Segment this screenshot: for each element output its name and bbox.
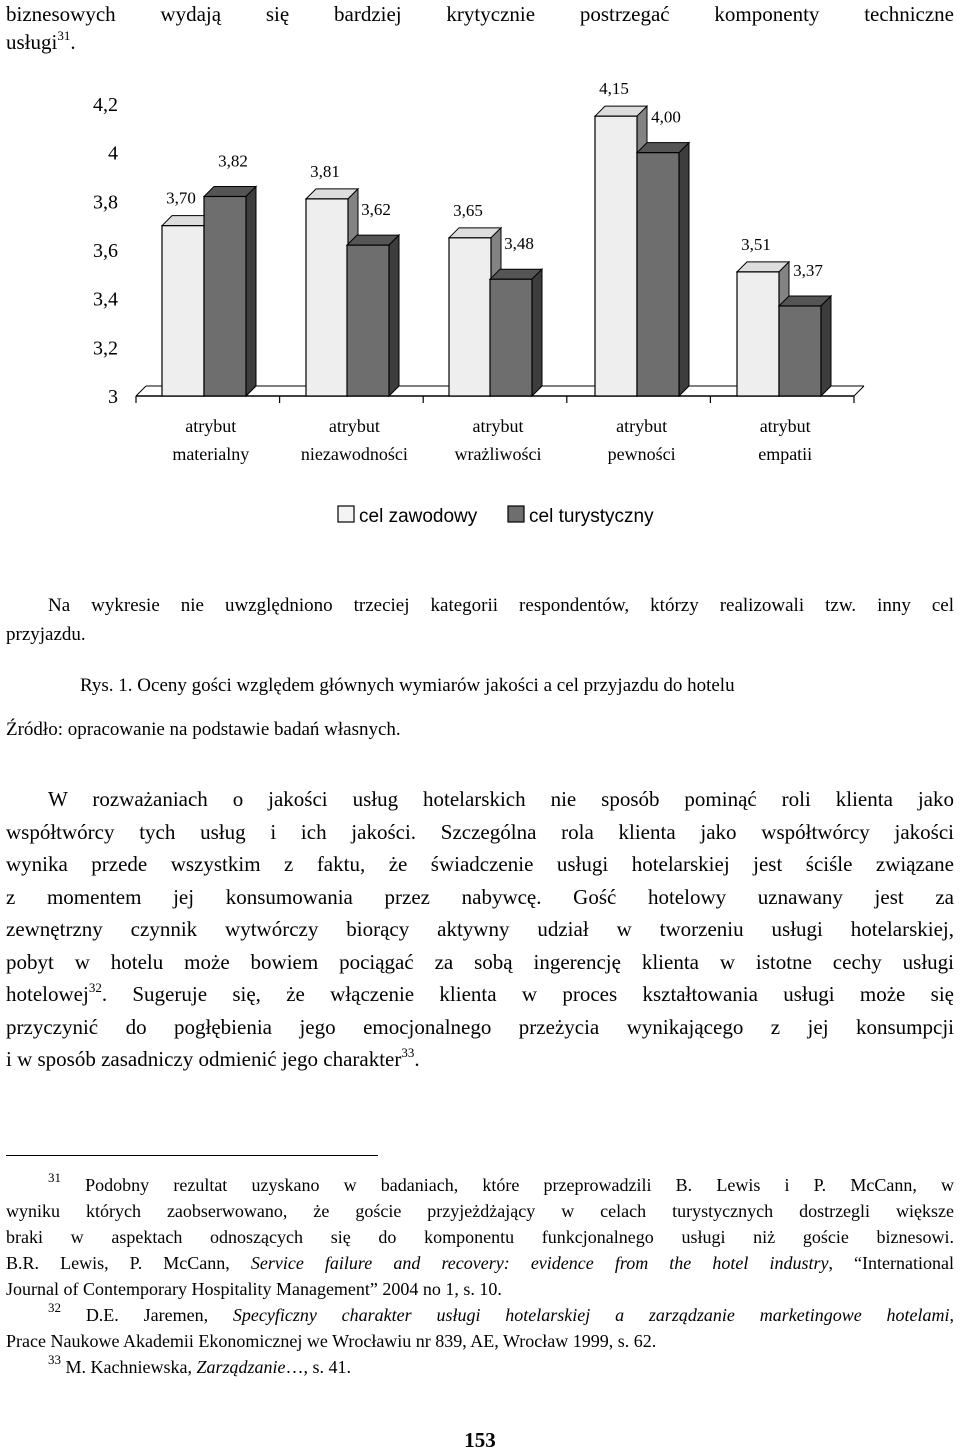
value-label: 3,51 — [741, 234, 771, 254]
y-tick-label: 4 — [108, 142, 118, 165]
bar-cel-zawodowy — [162, 226, 204, 396]
y-tick-label: 3 — [108, 386, 118, 408]
body-line: pobyt w hotelu może bowiem pociągać za sobą ingerencję klienta w istotne cechy usługi — [6, 949, 954, 974]
category-label-line: materialny — [172, 444, 250, 464]
y-tick-label: 3,8 — [93, 191, 118, 214]
footnote-line: B.R. Lewis, P. McCann, Service failure and recovery: evidence from the hotel industry, “International — [6, 1253, 954, 1273]
bar-side — [679, 143, 689, 396]
body-paragraph — [6, 783, 954, 1076]
value-label: 3,65 — [453, 200, 483, 220]
body-line: W rozważaniach o jakości usług hotelarskich nie sposób pominąć roli klienta jako — [48, 787, 954, 811]
bar-side — [532, 269, 542, 396]
category-label-line: atrybut — [759, 416, 811, 436]
value-label: 3,62 — [361, 200, 391, 220]
value-label: 3,37 — [793, 260, 823, 280]
category-label-line: empatii — [758, 444, 813, 464]
footnote-line: Prace Naukowe Akademii Ekonomicznej we Wrocławiu nr 839, AE, Wrocław 1999, s. 62. — [6, 1331, 657, 1351]
y-tick-label: 4,2 — [93, 94, 118, 116]
value-label: 3,82 — [218, 151, 248, 171]
chart-note: Na wykresie nie uwzględniono trzeciej kategorii respondentów, którzy realizowali tzw. inny cel — [48, 595, 954, 616]
value-label: 3,81 — [310, 161, 340, 181]
bar-chart — [60, 80, 900, 550]
chart-note-cont: przyjazdu. — [6, 624, 86, 645]
category-label-line: atrybut — [616, 416, 668, 436]
bar-cel-turystyczny — [490, 279, 532, 396]
value-label: 3,48 — [504, 234, 534, 254]
footnote-31: $^{31}$ Podobny rezultat uzyskano w badaniach, które przeprowadzili B. Lewis i P. McCann, w — [48, 1170, 954, 1195]
value-label: 4,00 — [651, 107, 681, 127]
chart-floor-left-edge — [136, 386, 146, 396]
bar-side — [821, 296, 831, 396]
bar-cel-turystyczny — [204, 196, 246, 396]
legend-label: cel turystyczny — [529, 506, 654, 527]
figure-caption: Rys. 1. Oceny gości względem głównych wymiarów jakości a cel przyjazdu do hotelu — [80, 675, 735, 696]
footnote-line: braki w aspektach odnoszących się do komponentu funkcjonalnego usługi niż goście biznesowi. — [6, 1227, 954, 1247]
y-tick-label: 3,4 — [93, 288, 118, 311]
footnote-33: $^{33}$ M. Kachniewska, Zarządzanie…, s. 41. — [48, 1352, 351, 1377]
intro-paragraph — [6, 0, 954, 56]
footnote-32: $^{32}$ D.E. Jaremen, Specyficzny charakter usługi hotelarskiej a zarządzanie marketingowe hotelami, — [48, 1300, 954, 1325]
legend-swatch — [508, 506, 524, 522]
bar-cel-zawodowy — [306, 199, 348, 396]
chart-legend — [338, 506, 654, 527]
footnote-ref-31[interactable]: 31 — [57, 28, 71, 43]
bar-cel-zawodowy — [595, 116, 637, 396]
chart-floor-right-edge — [854, 386, 864, 396]
body-line: hotelowej$^{32}$. Sugeruje się, że włączenie klienta w proces kształtowania usługi może się — [6, 980, 954, 1006]
footnotes — [6, 1172, 954, 1380]
footnote-ref-32[interactable]: 32 — [88, 980, 102, 995]
bar-cel-turystyczny — [347, 245, 389, 396]
category-label-line: pewności — [607, 444, 676, 464]
bar-cel-turystyczny — [637, 153, 679, 396]
legend-swatch — [338, 506, 354, 522]
page-number: 153 — [464, 1428, 496, 1452]
footnote-separator — [6, 1155, 378, 1156]
y-tick-label: 3,2 — [93, 337, 118, 360]
category-label-line: atrybut — [185, 416, 237, 436]
category-label-line: wrażliwości — [454, 444, 542, 464]
category-labels — [172, 416, 812, 464]
bar-side — [246, 186, 256, 396]
category-label-line: atrybut — [472, 416, 524, 436]
bar-side — [389, 235, 399, 396]
value-label: 4,15 — [599, 80, 629, 99]
body-line: współtwórcy tych usług i ich jakości. Szczególna rola klienta jako współtwórcy jakości — [6, 819, 954, 844]
footnote-line: wyniku których zaobserwowano, że goście przyjeżdżający w celach turystycznych dostrzegli większe — [6, 1201, 954, 1221]
bar-cel-zawodowy — [737, 272, 779, 396]
y-tick-label: 3,6 — [93, 240, 118, 262]
y-axis-ticks — [93, 94, 118, 408]
category-label-line: niezawodności — [300, 444, 408, 464]
body-line: z momentem jej konsumowania przez nabywcę. Gość hotelowy uznawany jest za — [6, 884, 954, 909]
chart-bars — [162, 106, 831, 396]
figure-source: Źródło: opracowanie na podstawie badań własnych. — [6, 719, 401, 740]
value-label: 3,70 — [166, 188, 196, 208]
footnote-ref-33[interactable]: 33 — [401, 1045, 415, 1060]
bar-cel-zawodowy — [449, 238, 491, 396]
body-line: wynika przede wszystkim z faktu, że świadczenie usługi hotelarskiej jest ściśle związane — [6, 852, 954, 876]
body-line: zewnętrzny czynnik wytwórczy biorący aktywny udział w tworzeniu usługi hotelarskiej, — [6, 917, 954, 941]
legend-label: cel zawodowy — [359, 506, 478, 527]
body-line: i w sposób zasadniczy odmienić jego charakter$^{33}$. — [6, 1045, 420, 1071]
body-line: przyczynić do pogłębienia jego emocjonalnego przeżycia wynikającego z jej konsumpcji — [6, 1014, 954, 1039]
bar-cel-turystyczny — [779, 306, 821, 396]
intro-line: biznesowych wydają się bardziej krytycznie postrzegać komponenty techniczne — [6, 2, 954, 26]
category-label-line: atrybut — [328, 416, 380, 436]
footnote-line: Journal of Contemporary Hospitality Management” 2004 no 1, s. 10. — [6, 1279, 502, 1299]
intro-line: usługi$^{31}$. — [6, 28, 76, 54]
